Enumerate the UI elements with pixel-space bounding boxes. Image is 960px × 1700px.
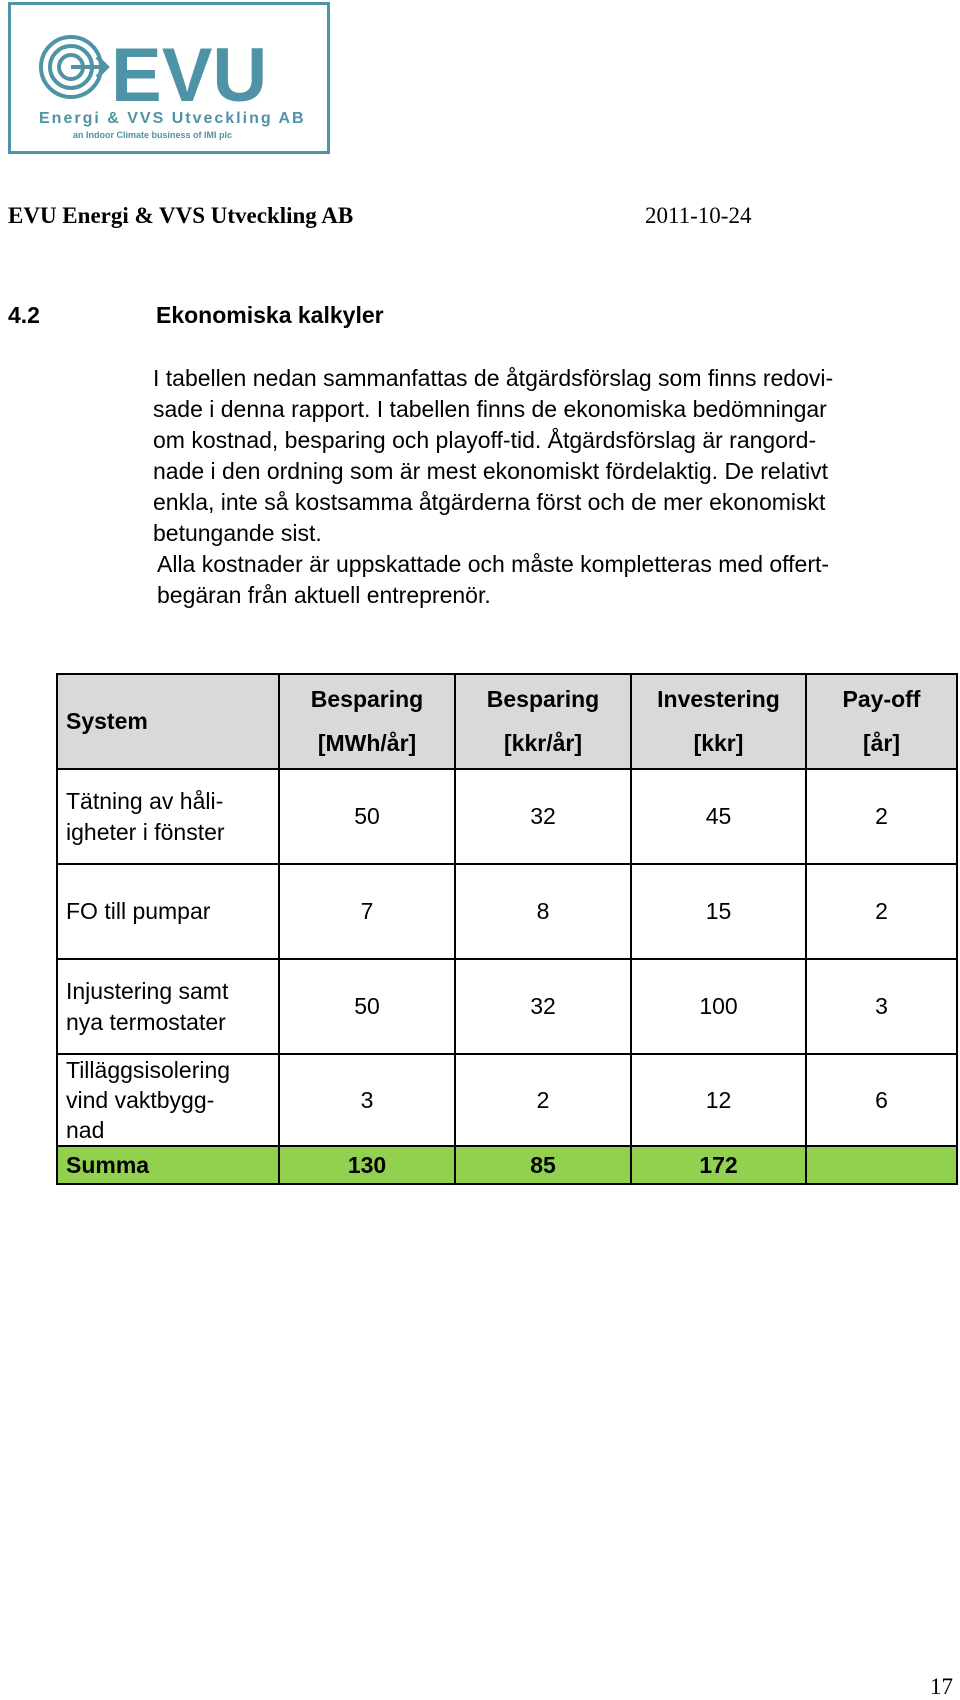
- row-payoff: 6: [806, 1054, 957, 1146]
- table-row: [57, 1054, 957, 1146]
- row-investment: 45: [631, 769, 806, 864]
- row-investment: 15: [631, 864, 806, 959]
- table-row: [57, 959, 957, 1054]
- col-header-payoff-unit: [år]: [862, 730, 901, 756]
- col-header-investment-label: Investering: [657, 686, 780, 712]
- company-logo: [8, 2, 330, 154]
- row-system: Tilläggsisolering vind vaktbygg- nad: [57, 1054, 279, 1146]
- table-row: [57, 864, 957, 959]
- col-header-payoff: [806, 674, 957, 769]
- row-kkr: 32: [455, 959, 631, 1054]
- col-header-mwh-label: Besparing: [310, 686, 424, 712]
- intro-paragraph-note: Alla kostnader är uppskattade och måste kompletteras med offert- begäran från aktuell entreprenör.: [157, 551, 830, 608]
- row-mwh: 50: [279, 769, 455, 864]
- section-title: Ekonomiska kalkyler: [156, 302, 384, 328]
- page-number: 17: [930, 1674, 953, 1699]
- table-header-row: [57, 674, 957, 769]
- row-system: Injustering samt nya termostater: [57, 959, 279, 1054]
- row-kkr: 2: [455, 1054, 631, 1146]
- table-row: [57, 769, 957, 864]
- header-date: 2011-10-24: [645, 203, 752, 228]
- row-kkr: 8: [455, 864, 631, 959]
- sum-investment: 172: [631, 1146, 806, 1184]
- row-mwh: 7: [279, 864, 455, 959]
- row-investment: 100: [631, 959, 806, 1054]
- col-header-mwh-unit: [MWh/år]: [317, 730, 417, 756]
- sum-kkr: 85: [455, 1146, 631, 1184]
- col-header-payoff-label: Pay-off: [842, 686, 921, 712]
- logo-subline: an Indoor Climate business of IMI plc: [73, 130, 233, 140]
- table-sum-row: [57, 1146, 957, 1184]
- intro-paragraph: I tabellen nedan sammanfattas de åtgärdsförslag som finns redovi- sade i denna rapport. I tabellen finns de ekonomiska bedömningar om kostnad, besparing och playoff-tid. Åtgärdsförslag är rangord- nade i den ordning som är mest ekonomiskt fördelaktig. De relativt enkla, inte så kostsamma åtgärderna först och de mer ekonomiskt betungande sist.: [153, 365, 834, 546]
- logo-brand: EVU: [111, 33, 268, 118]
- row-kkr: 32: [455, 769, 631, 864]
- col-header-kkr-unit: [kkr/år]: [504, 730, 582, 756]
- logo-emblem-icon: [41, 37, 107, 97]
- row-mwh: 3: [279, 1054, 455, 1146]
- intro-text: [153, 363, 953, 611]
- col-header-kkr-label: Besparing: [486, 686, 600, 712]
- row-mwh: 50: [279, 959, 455, 1054]
- row-system: FO till pumpar: [57, 864, 279, 959]
- sum-mwh: 130: [279, 1146, 455, 1184]
- row-payoff: 2: [806, 769, 957, 864]
- col-header-investment-unit: [kkr]: [693, 730, 744, 756]
- logo-tagline: Energi & VVS Utveckling AB: [39, 110, 306, 127]
- col-header-mwh: [279, 674, 455, 769]
- section-number: 4.2: [8, 302, 40, 328]
- row-payoff: 3: [806, 959, 957, 1054]
- sum-label: Summa: [57, 1146, 279, 1184]
- header-company: EVU Energi & VVS Utveckling AB: [8, 203, 354, 228]
- row-payoff: 2: [806, 864, 957, 959]
- col-header-investment: [631, 674, 806, 769]
- economics-table: [56, 673, 958, 1185]
- row-system: Tätning av håli- igheter i fönster: [57, 769, 279, 864]
- sum-payoff: [806, 1146, 957, 1184]
- row-investment: 12: [631, 1054, 806, 1146]
- col-header-kkr: [455, 674, 631, 769]
- col-header-system: System: [57, 674, 279, 769]
